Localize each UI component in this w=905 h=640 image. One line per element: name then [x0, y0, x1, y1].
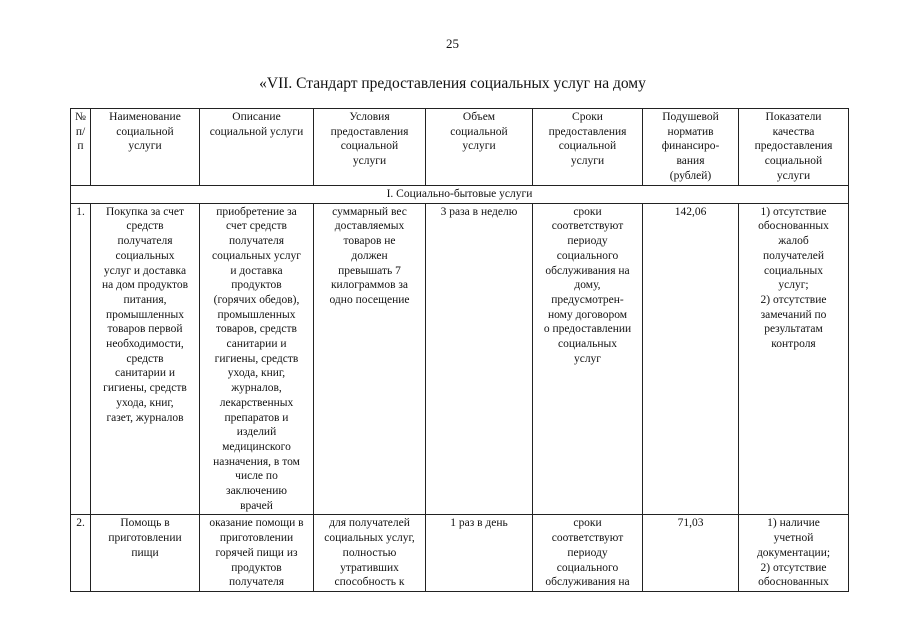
column-header-description: Описание социальной услуги: [200, 109, 314, 186]
service-description: оказание помощи в приготовлении горячей пищи из продуктов получателя: [200, 515, 314, 592]
page-number: 25: [446, 36, 459, 51]
service-name: Покупка за счет средств получателя социальных услуг и доставка на дом продуктов питания, промышленных товаров первой необходимости, средств санитарии и гигиены, средств ухода, книг, газет, журналов: [91, 203, 200, 515]
service-name: Помощь в приготовлении пищи: [91, 515, 200, 592]
document-title: «VII. Стандарт предоставления социальных услуг на дому: [259, 75, 646, 92]
section-row: [71, 186, 849, 204]
column-header-norm: Подушевой норматив финансиро- вания (рублей): [643, 109, 739, 186]
table-row: [71, 515, 849, 592]
service-quality: 1) отсутствие обоснованных жалоб получателей социальных услуг; 2) отсутствие замечаний по результатам контроля: [739, 203, 849, 515]
service-terms: сроки соответствуют периоду социального обслуживания на дому, предусмотрен- ному договором о предоставлении социальных услуг: [533, 203, 643, 515]
column-header-quality: Показатели качества предоставления социальной услуги: [739, 109, 849, 186]
service-conditions: для получателей социальных услуг, полностью утративших способность к: [314, 515, 426, 592]
column-header-name: Наименование социальной услуги: [91, 109, 200, 186]
column-header-number: № п/п: [71, 109, 91, 186]
column-header-volume: Объем социальной услуги: [426, 109, 533, 186]
service-volume: 1 раз в день: [426, 515, 533, 592]
row-number: 1.: [71, 203, 91, 515]
service-norm: 142,06: [643, 203, 739, 515]
service-quality: 1) наличие учетной документации; 2) отсутствие обоснованных: [739, 515, 849, 592]
column-header-terms: Сроки предоставления социальной услуги: [533, 109, 643, 186]
services-table: [70, 108, 849, 592]
service-volume: 3 раза в неделю: [426, 203, 533, 515]
service-norm: 71,03: [643, 515, 739, 592]
section-title: I. Социально-бытовые услуги: [71, 186, 849, 204]
row-number: 2.: [71, 515, 91, 592]
service-terms: сроки соответствуют периоду социального обслуживания на: [533, 515, 643, 592]
column-header-conditions: Условия предоставления социальной услуги: [314, 109, 426, 186]
table-row: [71, 203, 849, 515]
service-description: приобретение за счет средств получателя социальных услуг и доставка продуктов (горячих обедов), промышленных товаров, средств санитарии и гигиены, средств ухода, книг, журналов, лекарственных препаратов и изделий медицинского назначения, в том числе по заключению врачей: [200, 203, 314, 515]
table-header-row: [71, 109, 849, 186]
service-conditions: суммарный вес доставляемых товаров не должен превышать 7 килограммов за одно посещение: [314, 203, 426, 515]
